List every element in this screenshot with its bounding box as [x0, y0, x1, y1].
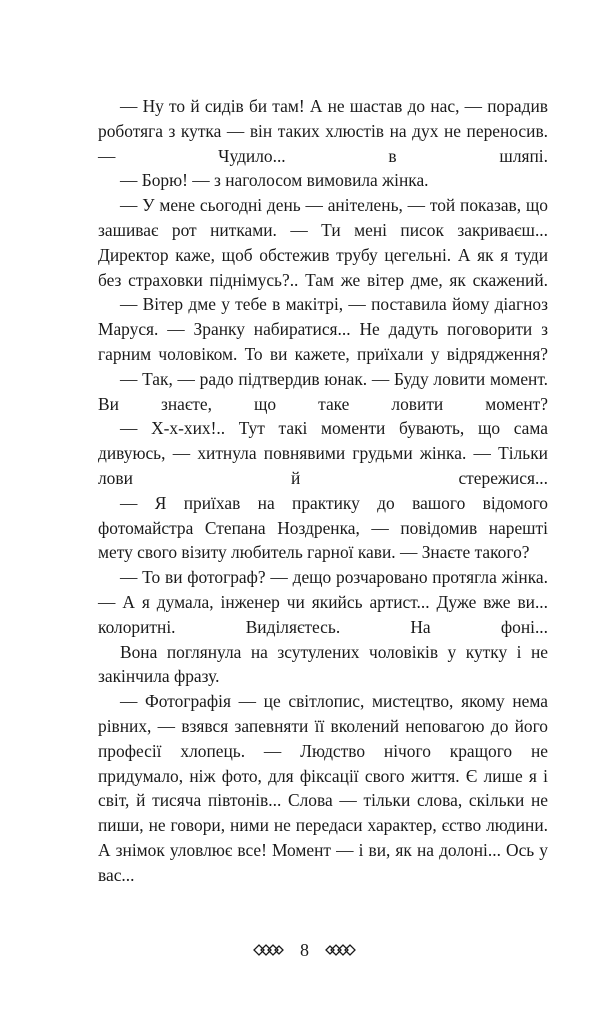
- left-ornament-icon: [252, 943, 286, 957]
- paragraph-8: — То ви фотограф? — дещо розчаровано протягла жінка. — А я думала, інженер чи якийсь артист... Дуже вже ви... колоритні. Виділяєтесь. На фоні...: [98, 567, 548, 637]
- paragraph-3: — У мене сьогодні день — анітелень, — той показав, що зашиває рот нитками. — Ти мені писок закриваєш... Директор каже, щоб обстежив трубу цегельні. А як я туди без страховки піднімусь?.. Там же вітер дме, як скажений.: [98, 195, 548, 290]
- page-footer: [0, 938, 609, 962]
- paragraph-7: — Я приїхав на практику до вашого відомого фотомайстра Степана Ноздренка, — повідомив нарешті мету свого візиту любитель гарної кави. — Знаєте такого?: [98, 492, 548, 563]
- paragraph-2: — Борю! — з наголосом вимовила жінка.: [120, 170, 429, 191]
- paragraph-6: — Х-х-хих!.. Тут такі моменти бувають, що сама дивуюсь, — хитнула повнявими грудьми жінка. — Тільки лови й стережися...: [98, 418, 548, 488]
- right-ornament-icon: [323, 943, 357, 957]
- paragraph-9: Вона поглянула на зсутулених чоловіків у кутку і не закінчила фразу.: [98, 641, 548, 687]
- page-body: [98, 94, 548, 888]
- paragraph-10: — Фотографія — це світлопис, мистецтво, якому нема рівних, — взявся запевняти її вколений неповагою до його професії хлопець. — Людство нічого кращого не придумало, ніж фото, для фіксації свого життя. Є лише я і світ, й тисяча півтонів... Слова — тільки слова, скільки не пиши, не говори, ними не передаси характер, єство людини. А знімок уловлює все! Момент — і ви, як на долоні... Ось у вас...: [98, 691, 548, 885]
- page-number: 8: [300, 939, 309, 960]
- paragraph-1: — Ну то й сидів би там! А не шастав до нас, — порадив роботяга з кутка — він таких хлюстів на дух не переносив. — Чудило... в шляпі.: [98, 96, 548, 166]
- paragraph-4: — Вітер дме у тебе в макітрі, — поставила йому діагноз Маруся. — Зранку набиратися... Не дадуть поговорити з гарним чоловіком. То ви кажете, приїхали у відрядження?: [98, 294, 548, 364]
- paragraph-5: — Так, — радо підтвердив юнак. — Буду ловити момент. Ви знаєте, що таке ловити момент?: [98, 368, 548, 414]
